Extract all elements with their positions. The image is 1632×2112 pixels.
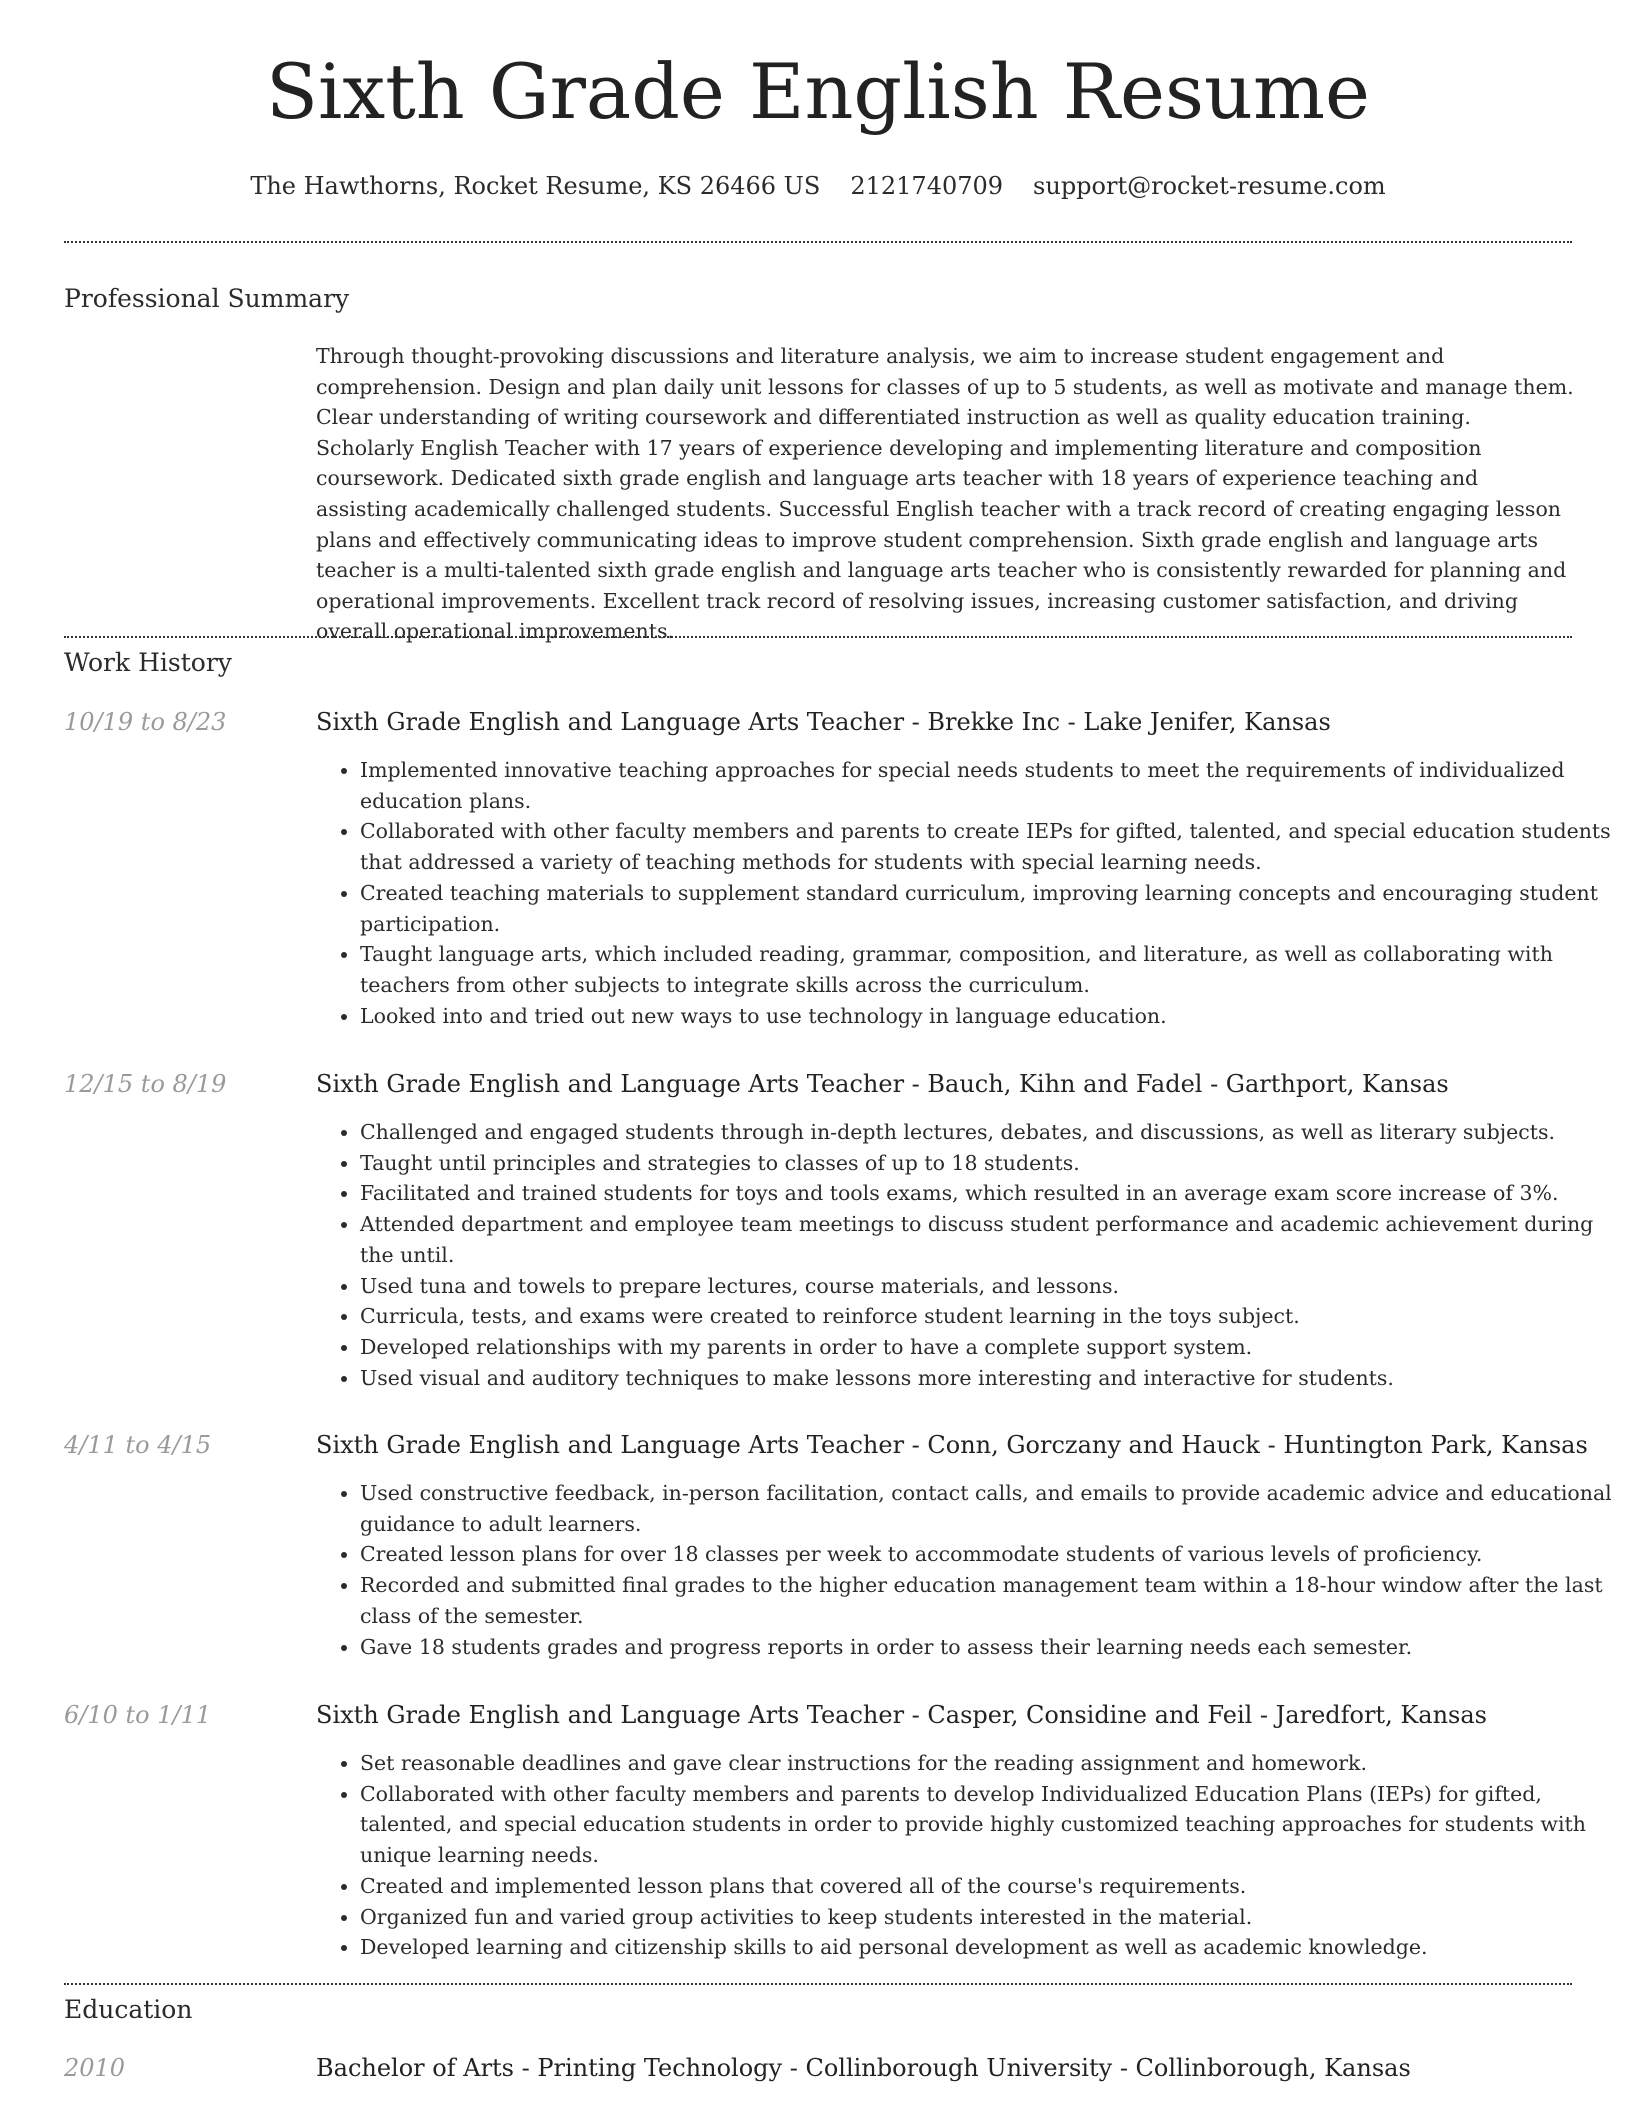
- contact-address: The Hawthorns, Rocket Resume, KS 26466 US: [250, 172, 821, 200]
- contact-email: support@rocket-resume.com: [1033, 172, 1386, 200]
- job-bullets: [316, 1117, 1616, 1393]
- job-bullet: • Recorded and submitted final grades to the higher education management team within a 18-hour window after the last class of the semester.: [360, 1570, 1616, 1631]
- job-bullet: • Gave 18 students grades and progress reports in order to assess their learning needs each semester.: [360, 1632, 1616, 1663]
- job-bullets: [316, 755, 1616, 1031]
- job-bullet: • Implemented innovative teaching approaches for special needs students to meet the requirements of individualized education plans.: [360, 755, 1616, 816]
- job-bullet: • Created lesson plans for over 18 classes per week to accommodate students of various levels of proficiency.: [360, 1539, 1616, 1570]
- section-title-summary: Professional Summary: [64, 284, 350, 313]
- job-bullet: • Attended department and employee team meetings to discuss student performance and academic achievement during the until.: [360, 1209, 1616, 1270]
- job-bullet: • Set reasonable deadlines and gave clear instructions for the reading assignment and homework.: [360, 1748, 1616, 1779]
- job-dates: 10/19 to 8/23: [64, 708, 227, 736]
- job-heading: Sixth Grade English and Language Arts Teacher - Brekke Inc - Lake Jenifer, Kansas: [316, 708, 1331, 736]
- job-bullet: • Created and implemented lesson plans that covered all of the course's requirements.: [360, 1871, 1616, 1902]
- section-divider: [64, 636, 1572, 638]
- job-heading: Sixth Grade English and Language Arts Teacher - Casper, Considine and Feil - Jaredfort, Kansas: [316, 1701, 1487, 1729]
- job-bullet: • Used tuna and towels to prepare lectures, course materials, and lessons.: [360, 1271, 1616, 1302]
- job-bullet: • Curricula, tests, and exams were created to reinforce student learning in the toys subject.: [360, 1301, 1616, 1332]
- job-bullet: • Taught until principles and strategies to classes of up to 18 students.: [360, 1148, 1616, 1179]
- job-dates: 6/10 to 1/11: [64, 1701, 212, 1729]
- section-divider: [64, 1983, 1572, 1985]
- job-bullets: [316, 1748, 1616, 1963]
- section-title-education: Education: [64, 1995, 193, 2024]
- job-bullet: • Challenged and engaged students through in-depth lectures, debates, and discussions, as well as literary subjects.: [360, 1117, 1616, 1148]
- education-heading: Bachelor of Arts - Printing Technology - Collinborough University - Collinborough, Kansas: [316, 2054, 1411, 2082]
- job-bullet: • Collaborated with other faculty members and parents to develop Individualized Education Plans (IEPs) for gifted, talented, and special education students in order to provide highly customized teaching approaches for students with unique learning needs.: [360, 1779, 1616, 1871]
- job-bullet: • Used constructive feedback, in-person facilitation, contact calls, and emails to provide academic advice and educational guidance to adult learners.: [360, 1478, 1616, 1539]
- job-bullet: • Created teaching materials to supplement standard curriculum, improving learning concepts and encouraging student participation.: [360, 878, 1616, 939]
- job-dates: 4/11 to 4/15: [64, 1431, 212, 1459]
- job-bullet: • Developed relationships with my parents in order to have a complete support system.: [360, 1332, 1616, 1363]
- job-bullet: • Developed learning and citizenship skills to aid personal development as well as academic knowledge.: [360, 1932, 1616, 1963]
- job-heading: Sixth Grade English and Language Arts Teacher - Conn, Gorczany and Hauck - Huntington Park, Kansas: [316, 1431, 1588, 1459]
- job-bullet: • Used visual and auditory techniques to make lessons more interesting and interactive for students.: [360, 1363, 1616, 1394]
- job-bullets: [316, 1478, 1616, 1662]
- job-dates: 12/15 to 8/19: [64, 1070, 227, 1098]
- job-bullet: • Facilitated and trained students for toys and tools exams, which resulted in an average exam score increase of 3%.: [360, 1178, 1616, 1209]
- job-bullet: • Collaborated with other faculty members and parents to create IEPs for gifted, talented, and special education students that addressed a variety of teaching methods for students with special learning needs.: [360, 816, 1616, 877]
- job-heading: Sixth Grade English and Language Arts Teacher - Bauch, Kihn and Fadel - Garthport, Kansas: [316, 1070, 1449, 1098]
- contact-line: [64, 172, 1572, 200]
- contact-phone: 2121740709: [850, 172, 1004, 200]
- education-dates: 2010: [64, 2054, 126, 2082]
- job-bullet: • Taught language arts, which included reading, grammar, composition, and literature, as well as collaborating with teachers from other subjects to integrate skills across the curriculum.: [360, 939, 1616, 1000]
- job-bullet: • Looked into and tried out new ways to use technology in language education.: [360, 1001, 1616, 1032]
- section-title-work-history: Work History: [64, 648, 232, 677]
- summary-text: Through thought-provoking discussions and literature analysis, we aim to increase student engagement and comprehension. Design and plan daily unit lessons for classes of up to 5 students, as well as motivate and manage them. Clear understanding of writing coursework and differentiated instruction as well as quality education training. Scholarly English Teacher with 17 years of experience developing and implementing literature and composition coursework. Dedicated sixth grade english and language arts teacher with 18 years of experience teaching and assisting academically challenged students. Successful English teacher with a track record of creating engaging lesson plans and effectively communicating ideas to improve student comprehension. Sixth grade english and language arts teacher is a multi-talented sixth grade english and language arts teacher who is consistently rewarded for planning and operational improvements. Excellent track record of resolving issues, increasing customer satisfaction, and driving overall operational improvements.: [316, 344, 1574, 644]
- section-divider: [64, 241, 1572, 243]
- job-bullet: • Organized fun and varied group activities to keep students interested in the material.: [360, 1902, 1616, 1933]
- resume-title: Sixth Grade English Resume: [265, 47, 1370, 136]
